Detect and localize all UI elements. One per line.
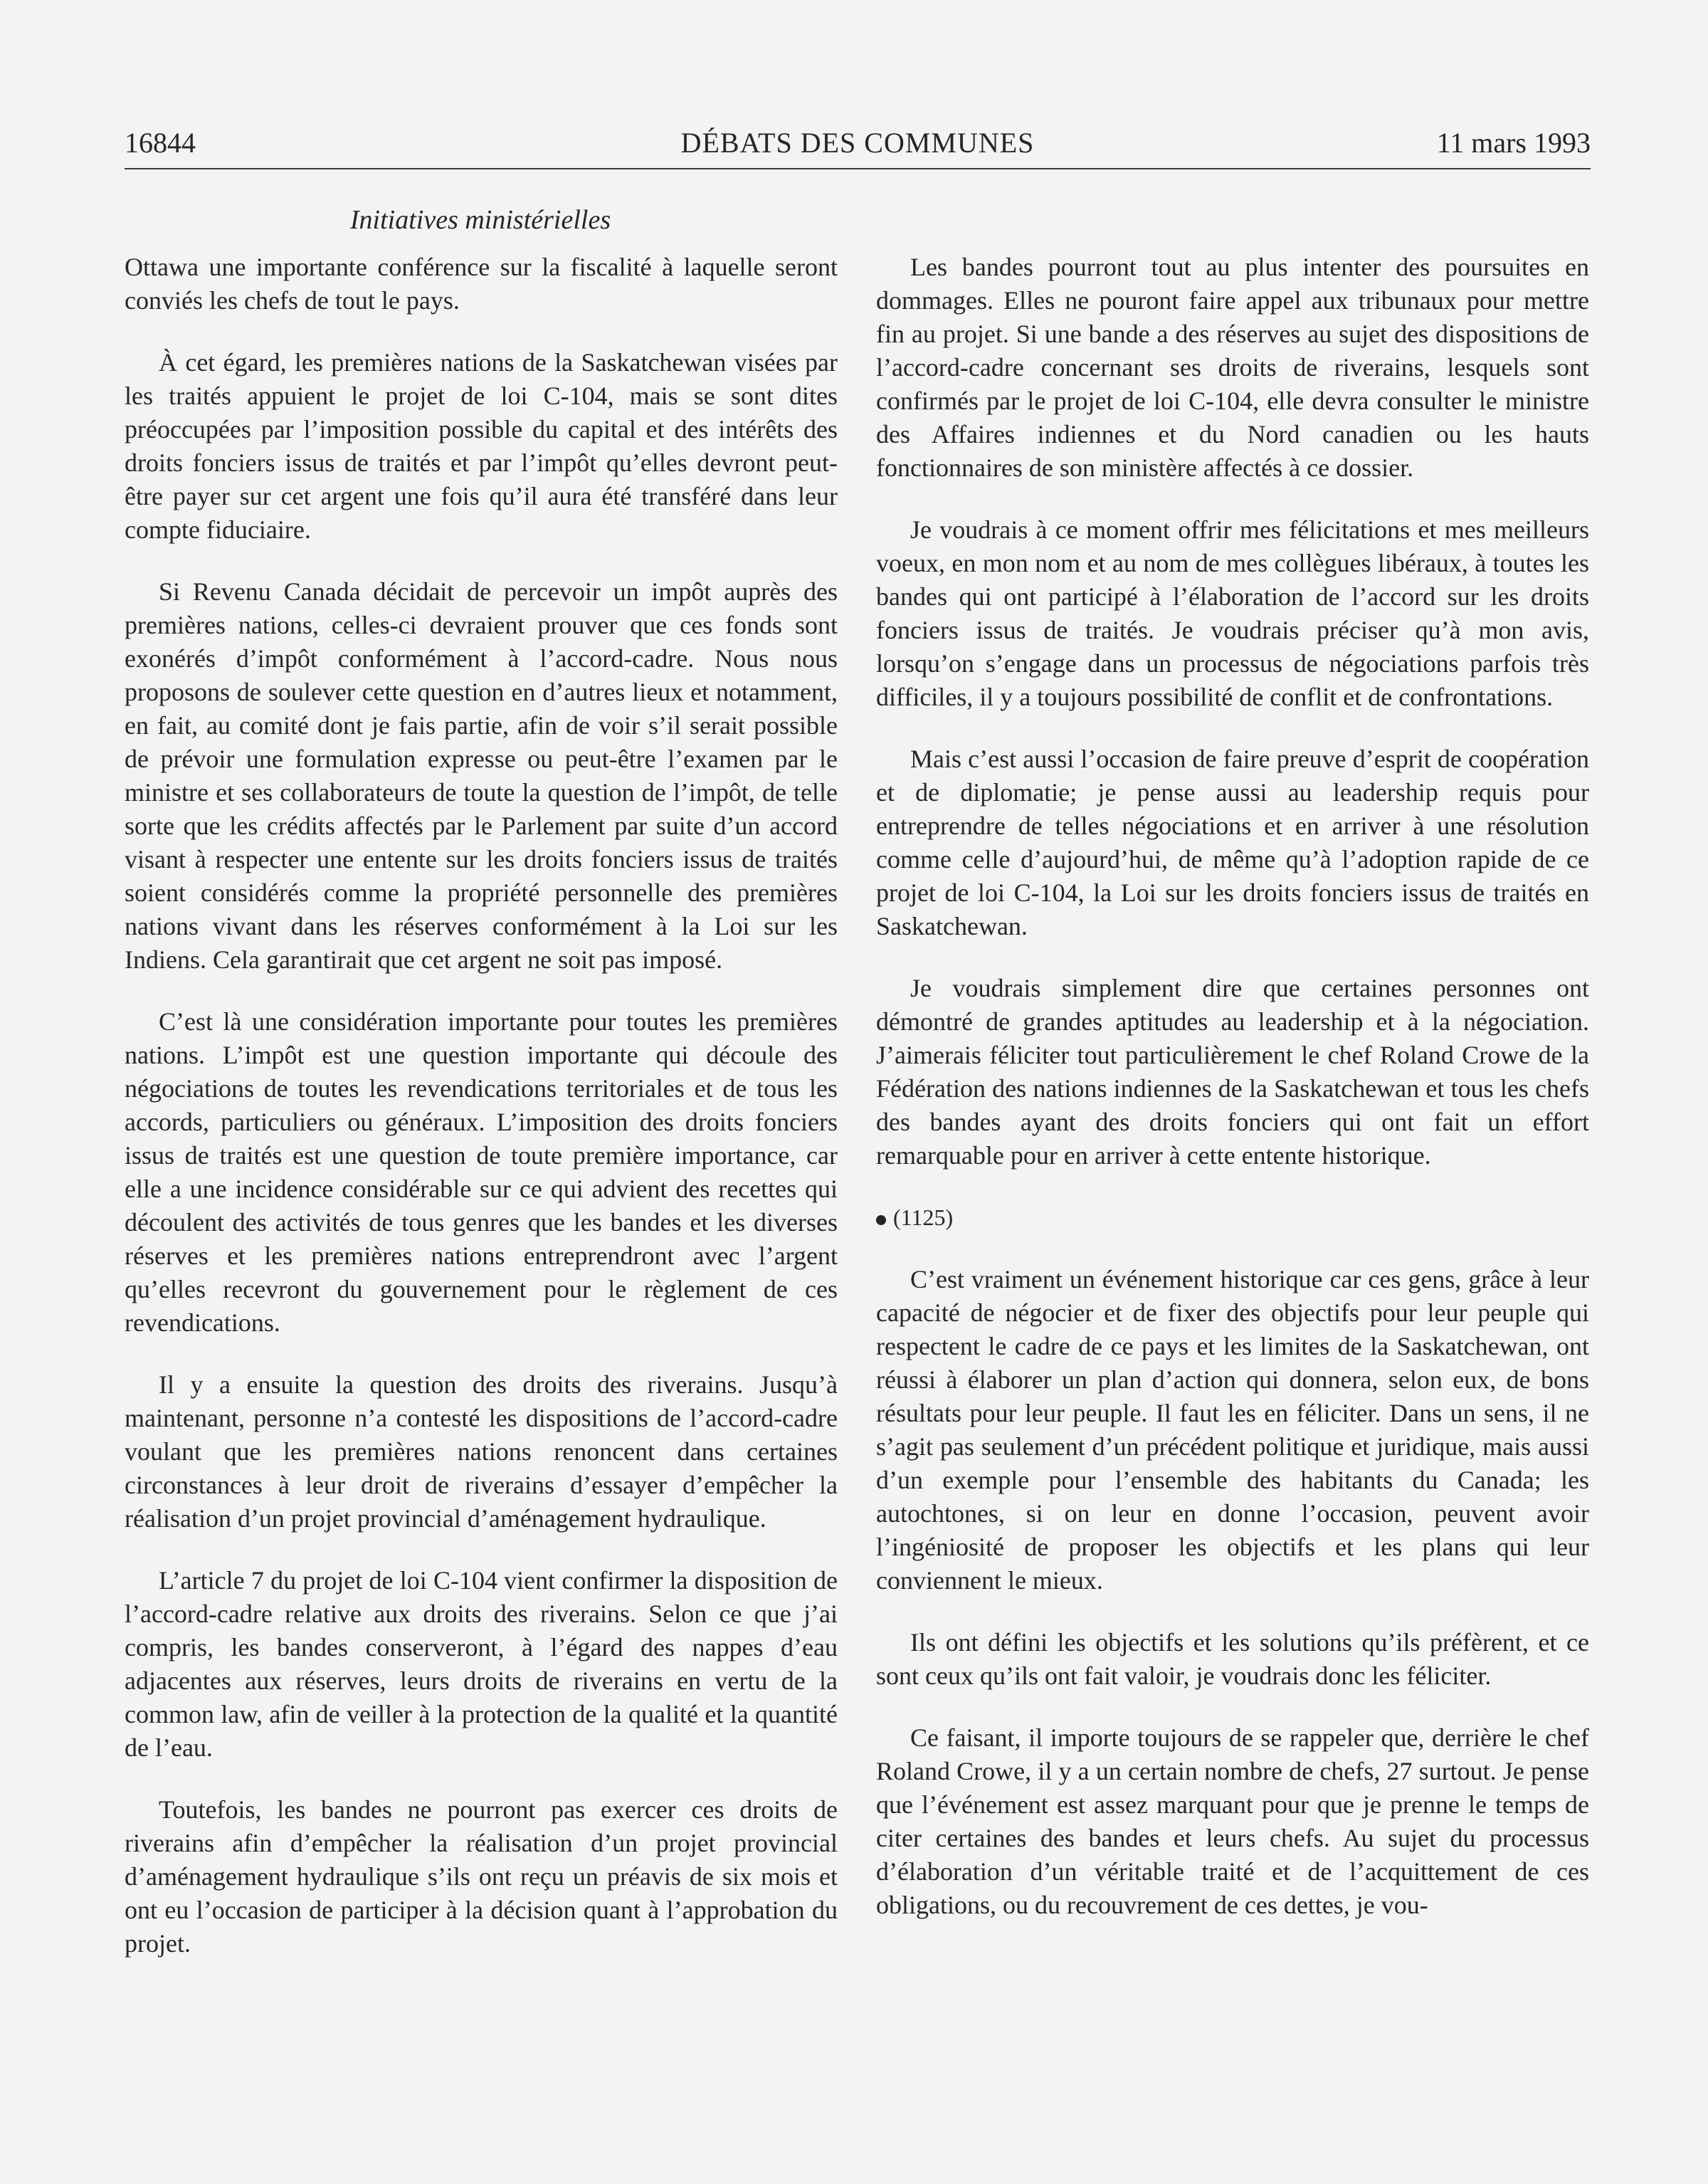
- paragraph: L’article 7 du projet de loi C-104 vient confirmer la disposition de l’accord-cadre relative aux droits des riverains. Selon ce que j’ai compris, les bandes conserveront, à l’égard des nappes d’eau adjacentes aux réserves, leurs droits de riverains en vertu de la common law, afin de veiller à la protection de la qualité et la quantité de l’eau.: [125, 1566, 838, 1762]
- paragraph: À cet égard, les premières nations de la Saskatchewan visées par les traités appuient le projet de loi C-104, mais se sont dites préoccupées par l’imposition possible du capital et des intérêts des droits fonciers issus de traités et par l’impôt qu’elles devront peut-être payer sur cet argent une fois qu’il aura été transféré dans leur compte fiduciaire.: [125, 348, 838, 544]
- paragraph: C’est là une considération importante pour toutes les premières nations. L’impôt est une question importante qui découle des négociations de toutes les revendications territoriales et de tous les accords, particuliers ou généraux. L’imposition des droits fonciers issus de traités est une question de toute première importance, car elle a une incidence considérable sur ce qui advient des recettes qui découlent des activités de tous genres que les bandes et les diverses réserves et les premières nations entreprendront avec l’argent qu’elles recevront du gouvernement pour le règlement de ces revendications.: [125, 1007, 838, 1337]
- paragraph: Mais c’est aussi l’occasion de faire preuve d’esprit de coopération et de diplomatie; je pense aussi au leadership requis pour entreprendre de telles négociations et en arriver à une résolution comme celle d’aujourd’hui, de même qu’à l’adoption rapide de ce projet de loi C-104, la Loi sur les droits fonciers issus de traités en Saskatchewan.: [876, 745, 1589, 940]
- left-column: [125, 251, 838, 1989]
- paragraph: Ottawa une importante conférence sur la fiscalité à laquelle seront conviés les chefs de tout le pays.: [125, 253, 838, 315]
- section-title: Initiatives ministérielles: [349, 205, 611, 235]
- paragraph: Je voudrais simplement dire que certaines personnes ont démontré de grandes aptitudes au leadership et à la négociation. J’aimerais féliciter tout particulièrement le chef Roland Crowe de la Fédération des nations indiennes de la Saskatchewan et tous les chefs des bandes ayant des droits fonciers qui ont fait un effort remarquable pour en arriver à cette entente historique.: [876, 974, 1589, 1170]
- time-marker: [876, 1201, 1589, 1234]
- paragraph: Si Revenu Canada décidait de percevoir un impôt auprès des premières nations, celles-ci devraient prouver que ces fonds sont exonérés d’impôt conformément à l’accord-cadre. Nous nous proposons de soulever cette question en d’autres lieux et notamment, en fait, au comité dont je fais partie, afin de voir s’il serait possible de prévoir une formulation expresse ou peut-être l’examen par le ministre et ses collaborateurs de toute la question de l’impôt, de telle sorte que les crédits affectés par le Parlement par suite d’un accord visant à respecter une entente sur les droits fonciers issus de traités soient considérés comme la propriété personnelle des premières nations vivant dans les réserves conformément à la Loi sur les Indiens. Cela garantirait que cet argent ne soit pas imposé.: [125, 577, 838, 974]
- page-number: 16844: [125, 127, 196, 159]
- paragraph: Les bandes pourront tout au plus intenter des poursuites en dommages. Elles ne pouront faire appel aux tribunaux pour mettre fin au projet. Si une bande a des réserves au sujet des dispositions de l’accord-cadre concernant ses droits de riverains, lesquels sont confirmés par le projet de loi C-104, elle devra consulter le ministre des Affaires indiennes et du Nord canadien ou les hauts fonctionnaires de son ministère affectés à ce dossier.: [876, 253, 1589, 482]
- paragraph: Je voudrais à ce moment offrir mes félicitations et mes meilleurs voeux, en mon nom et au nom de mes collègues libéraux, à toutes les bandes qui ont participé à l’élaboration de l’accord sur les droits fonciers issus de traités. Je voudrais préciser qu’à mon avis, lorsqu’on s’engage dans un processus de négociations parfois très difficiles, il y a toujours possibilité de conflit et de confrontations.: [876, 515, 1589, 711]
- paragraph: Ce faisant, il importe toujours de se rappeler que, derrière le chef Roland Crowe, il y a un certain nombre de chefs, 27 surtout. Je pense que l’événement est assez marquant pour que je prenne le temps de citer certaines des bandes et leurs chefs. Au sujet du processus d’élaboration d’un véritable traité et de l’acquittement de ces obligations, ou du recouvrement de ces dettes, je vou-: [876, 1723, 1589, 1919]
- paragraph: C’est vraiment un événement historique car ces gens, grâce à leur capacité de négocier et de fixer des objectifs pour leur peuple qui respectent le cadre de ce pays et les limites de la Saskatchewan, ont réussi à élaborer un plan d’action qui donnera, selon eux, de bons résultats pour leur peuple. Il faut les en féliciter. Dans un sens, il ne s’agit pas seulement d’un précédent politique et juridique, mais aussi d’un exemple pour l’ensemble des habitants du Canada; les autochtones, si on leur en donne l’occasion, peuvent avoir l’ingéniosité de proposer les objectifs et les plans qui leur conviennent le mieux.: [876, 1265, 1589, 1595]
- time-marker-text: (1125): [893, 1204, 954, 1230]
- publication-title: DÉBATS DES COMMUNES: [680, 127, 1035, 159]
- right-column: [876, 251, 1589, 1951]
- publication-date: 11 mars 1993: [1436, 127, 1591, 159]
- paragraph: Toutefois, les bandes ne pourront pas exercer ces droits de riverains afin d’empêcher la réalisation d’un projet provincial d’aménagement hydraulique s’ils ont reçu un préavis de six mois et ont eu l’occasion de participer à la décision quant à l’approbation du projet.: [125, 1795, 838, 1958]
- paragraph: Ils ont défini les objectifs et les solutions qu’ils préfèrent, et ce sont ceux qu’ils ont fait valoir, je voudrais donc les féliciter.: [876, 1628, 1589, 1690]
- bullet-icon: [876, 1215, 886, 1225]
- paragraph: Il y a ensuite la question des droits des riverains. Jusqu’à maintenant, personne n’a contesté les dispositions de l’accord-cadre voulant que les premières nations renoncent dans certaines circonstances à leur droit de riverains d’essayer d’empêcher la réalisation d’un projet provincial d’aménagement hydraulique.: [125, 1370, 838, 1533]
- page-header: [125, 121, 1591, 169]
